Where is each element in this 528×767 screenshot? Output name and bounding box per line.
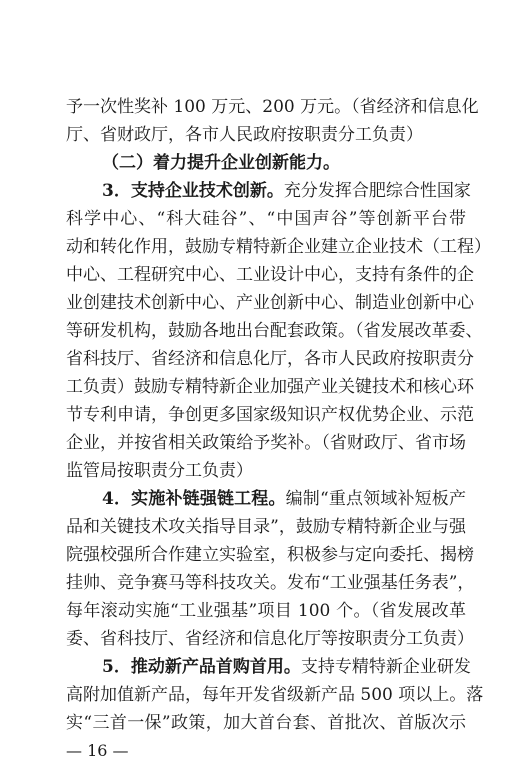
paragraph-line: [66, 403, 474, 427]
line-text: 编制“重点领域补短板产: [285, 489, 466, 509]
paragraph-line: [66, 375, 474, 399]
paragraph-line: [66, 95, 479, 119]
paragraph-line: [66, 543, 474, 567]
paragraph-line: [66, 599, 466, 623]
paragraph-line: [66, 571, 475, 595]
paragraph-line: [66, 207, 466, 231]
line-text: 动和转化作用，鼓励专精特新企业建立企业技术（工程）: [66, 237, 491, 257]
item-heading: 5．推动新产品首购首用。: [102, 657, 301, 677]
line-text: 等研发机构，鼓励各地出台配套政策。（省发展改革委、: [66, 321, 483, 341]
paragraph-line: [66, 291, 474, 315]
line-text: 品和关键技术攻关指导目录”，鼓励专精特新企业与强: [66, 517, 466, 537]
line-text: 挂帅、竞争赛马等科技攻关。发布“工业强基任务表”，: [66, 573, 475, 593]
line-text: 监管局按职责分工负责）: [66, 461, 253, 481]
paragraph-line: [66, 347, 474, 371]
line-text: 厅、省财政厅，各市人民政府按职责分工负责）: [66, 125, 423, 145]
line-text: 每年滚动实施“工业强基”项目 100 个。（省发展改革: [66, 601, 466, 621]
page-number: — 16 —: [66, 741, 129, 760]
item-heading: 4．实施补链强链工程。: [102, 489, 286, 509]
line-text: 实“三首一保”政策，加大首台套、首批次、首版次示: [66, 713, 466, 733]
paragraph-line: [66, 683, 484, 707]
line-text: 中心、工程研究中心、工业设计中心，支持有条件的企: [66, 265, 474, 285]
paragraph-line: [66, 711, 466, 735]
paragraph-line: [66, 319, 483, 343]
paragraph-line: [66, 627, 474, 651]
paragraph-line: [66, 235, 491, 259]
line-text: 院强校强所合作建立实验室，积极参与定向委托、揭榜: [66, 545, 474, 565]
paragraph-line: [66, 123, 466, 147]
line-text: 节专利申请，争创更多国家级知识产权优势企业、示范: [66, 405, 474, 425]
paragraph-line: [102, 655, 471, 679]
section-heading-text: （二）着力提升企业创新能力。: [102, 153, 340, 173]
paragraph-line: [102, 179, 471, 203]
paragraph-line: [66, 431, 466, 455]
line-text: 予一次性奖补 100 万元、200 万元。（省经济和信息化: [66, 97, 479, 117]
paragraph-line: [66, 263, 474, 287]
item-heading: 3．支持企业技术创新。: [102, 181, 284, 201]
paragraph-line: [102, 487, 466, 511]
line-text: 支持专精特新企业研发: [300, 657, 471, 677]
line-text: 省科技厅、省经济和信息化厅，各市人民政府按职责分: [66, 349, 474, 369]
line-text: 企业，并按省相关政策给予奖补。（省财政厅、省市场: [66, 433, 466, 453]
line-text: 充分发挥合肥综合性国家: [283, 181, 471, 201]
paragraph-line: [66, 515, 466, 539]
line-text: 高附加值新产品，每年开发省级新产品 500 项以上。落: [66, 685, 484, 705]
line-text: 工负责）鼓励专精特新企业加强产业关键技术和核心环: [66, 377, 474, 397]
paragraph-line: [66, 459, 466, 483]
line-text: 委、省科技厅、省经济和信息化厅等按职责分工负责）: [66, 629, 474, 649]
line-text: 业创建技术创新中心、产业创新中心、制造业创新中心: [66, 293, 474, 313]
section-heading: [102, 151, 466, 175]
line-text: 科学中心、“科大硅谷”、“中国声谷”等创新平台带: [66, 209, 466, 229]
